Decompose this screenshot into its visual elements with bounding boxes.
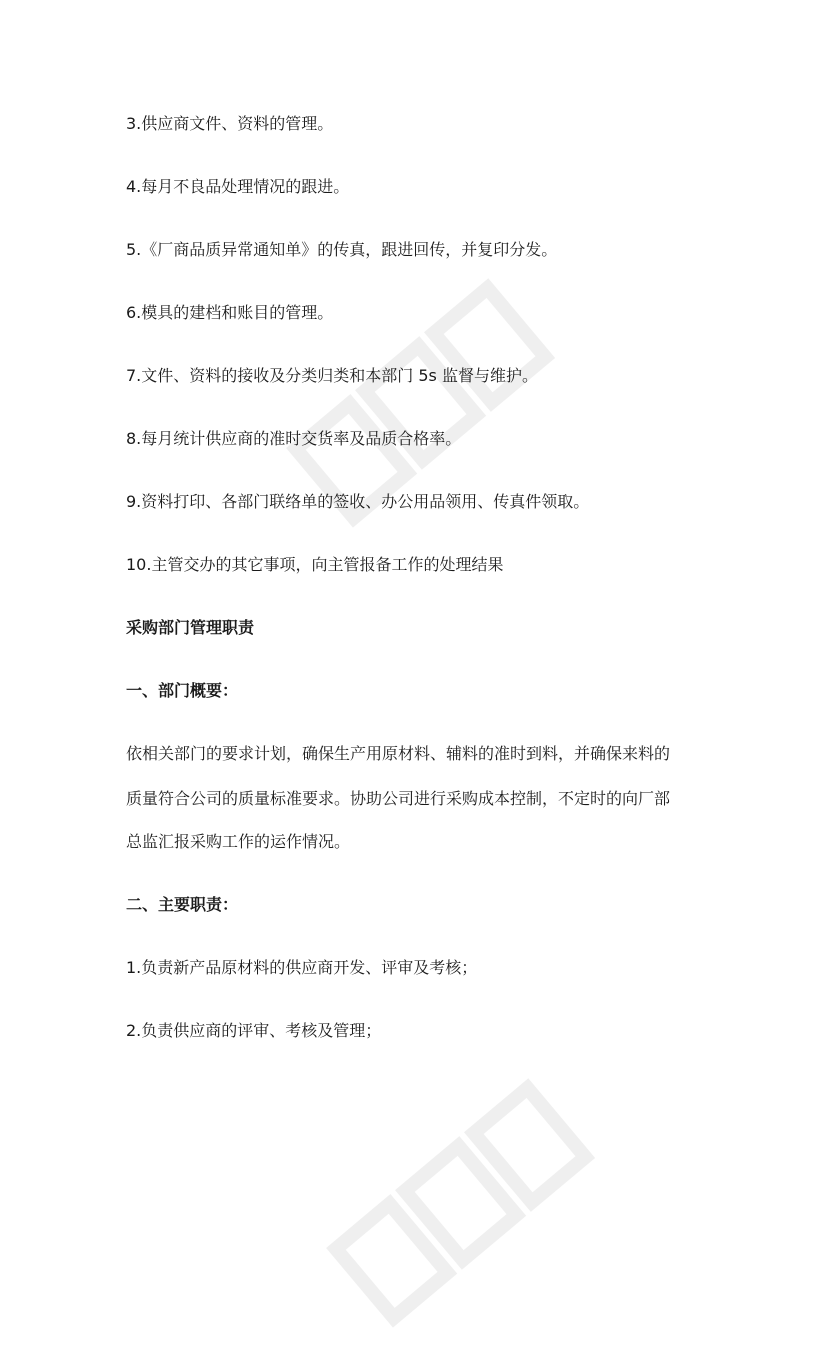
list-item: 3.供应商文件、资料的管理。 xyxy=(126,114,334,133)
list-item: 8.每月统计供应商的准时交货率及品质合格率。 xyxy=(126,429,462,448)
overview-heading: 一、部门概要： xyxy=(126,681,239,700)
list-item: 1.负责新产品原材料的供应商开发、评审及考核； xyxy=(126,958,478,977)
list-item: 5.《厂商品质异常通知单》的传真，跟进回传，并复印分发。 xyxy=(126,240,558,259)
list-item: 7.文件、资料的接收及分类归类和本部门 5s 监督与维护。 xyxy=(126,366,538,385)
paragraph-line: 总监汇报采购工作的运作情况。 xyxy=(126,832,351,851)
list-item: 10.主管交办的其它事项，向主管报备工作的处理结果 xyxy=(126,555,504,574)
list-item: 6.模具的建档和账目的管理。 xyxy=(126,303,334,322)
list-item: 4.每月不良品处理情况的跟进。 xyxy=(126,177,350,196)
watermark-icon xyxy=(300,1050,620,1370)
paragraph-line: 质量符合公司的质量标准要求。协助公司进行采购成本控制，不定时的向厂部 xyxy=(126,789,671,808)
section-title: 采购部门管理职责 xyxy=(126,618,255,637)
list-item: 2.负责供应商的评审、考核及管理； xyxy=(126,1021,382,1040)
list-item: 9.资料打印、各部门联络单的签收、办公用品领用、传真件领取。 xyxy=(126,492,590,511)
paragraph-line: 依相关部门的要求计划，确保生产用原材料、辅料的准时到料，并确保来料的 xyxy=(126,744,671,763)
watermark-icon xyxy=(260,250,580,570)
duties-heading: 二、主要职责： xyxy=(126,895,239,914)
